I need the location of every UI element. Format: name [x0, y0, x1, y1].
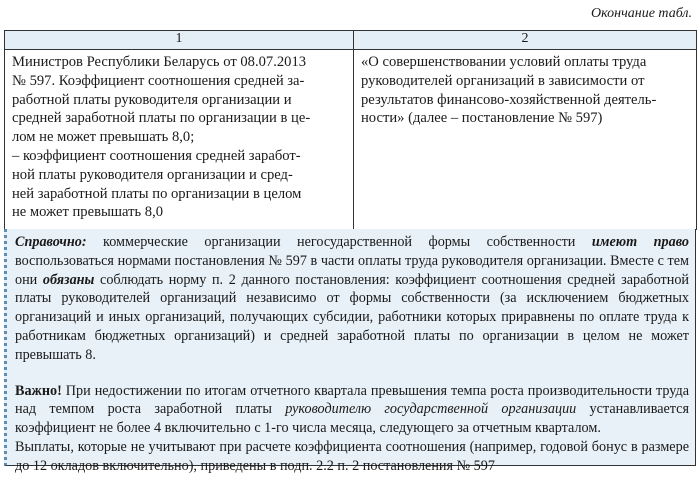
cell-line: средней заработной платы по организации в це- [12, 110, 311, 127]
comparison-table [4, 30, 697, 230]
cell-line: № 597. Коэффициент соотношения средней за- [12, 72, 305, 89]
reference-paragraph [15, 233, 689, 365]
cell-line: Министров Республики Беларусь от 08.07.2013 [12, 54, 307, 70]
column-1-header: 1 [5, 31, 354, 50]
cell-line: ной платы руководителя организации и сред- [12, 166, 293, 183]
reference-text: коммерческие организации негосударственной формы собственности [86, 234, 592, 250]
table-caption: Окончание табл. [591, 6, 692, 21]
reference-text: воспользоваться нормами постановления № 597 в части оплаты труда руководителя организации. Вместе с тем они [15, 252, 689, 288]
payments-paragraph: Выплаты, которые не учитывают при расчете коэффициента соотношения (например, годовой бонус в размере до 12 окладов включительно), приведены в подп. 2.2 п. 2 постановления № 597 [15, 438, 689, 474]
cell-line: работной платы руководителя организации и [12, 91, 292, 108]
important-text: устанавливается коэффициент не более 4 включительно с 1-го числа месяца, следующего за отчетным кварталом. [15, 401, 689, 437]
cell-line: – коэффициент соотношения средней заработ- [12, 147, 301, 164]
column-2-cell [354, 50, 697, 230]
reference-emphasis: имеют право [591, 234, 689, 250]
important-text: При недостижении по итогам отчетного квартала превышения темпа роста производительности труда над темпом роста заработной платы [15, 382, 689, 418]
column-2-header: 2 [354, 31, 697, 50]
reference-text: соблюдать норму п. 2 данного постановления: коэффициент соотношения средней заработной платы руководителей организаций независимо от формы собственности (за исключением бюджетных организаций и иных организаций, получающих субсидии, работники которых приравнены по оплате труда к работникам бюджетных организаций) и средней заработной платы по организации в целом не может превышать 8. [15, 271, 690, 363]
cell-line: ности» (далее – постановление № 597) [361, 110, 603, 127]
important-label: Важно! [15, 382, 62, 399]
table-header-row [5, 31, 697, 50]
column-1-cell [5, 50, 354, 230]
cell-line: руководителей организаций в зависимости от [361, 72, 645, 89]
table-row [5, 50, 697, 230]
cell-line: лом не может превышать 8,0; [12, 129, 195, 146]
reference-emphasis: обязаны [42, 271, 95, 288]
note-box [4, 229, 696, 474]
important-emphasis: руководителю государственной организации [285, 401, 577, 418]
important-paragraph [15, 382, 689, 438]
cell-line: «О совершенствовании условий оплаты труда [361, 54, 647, 70]
cell-line: ней заработной платы по организации в целом [12, 185, 302, 202]
cell-line: результатов финансово-хозяйственной деятель- [361, 91, 657, 108]
reference-label: Справочно: [15, 234, 87, 250]
cell-line: не может превышать 8,0 [12, 204, 164, 221]
